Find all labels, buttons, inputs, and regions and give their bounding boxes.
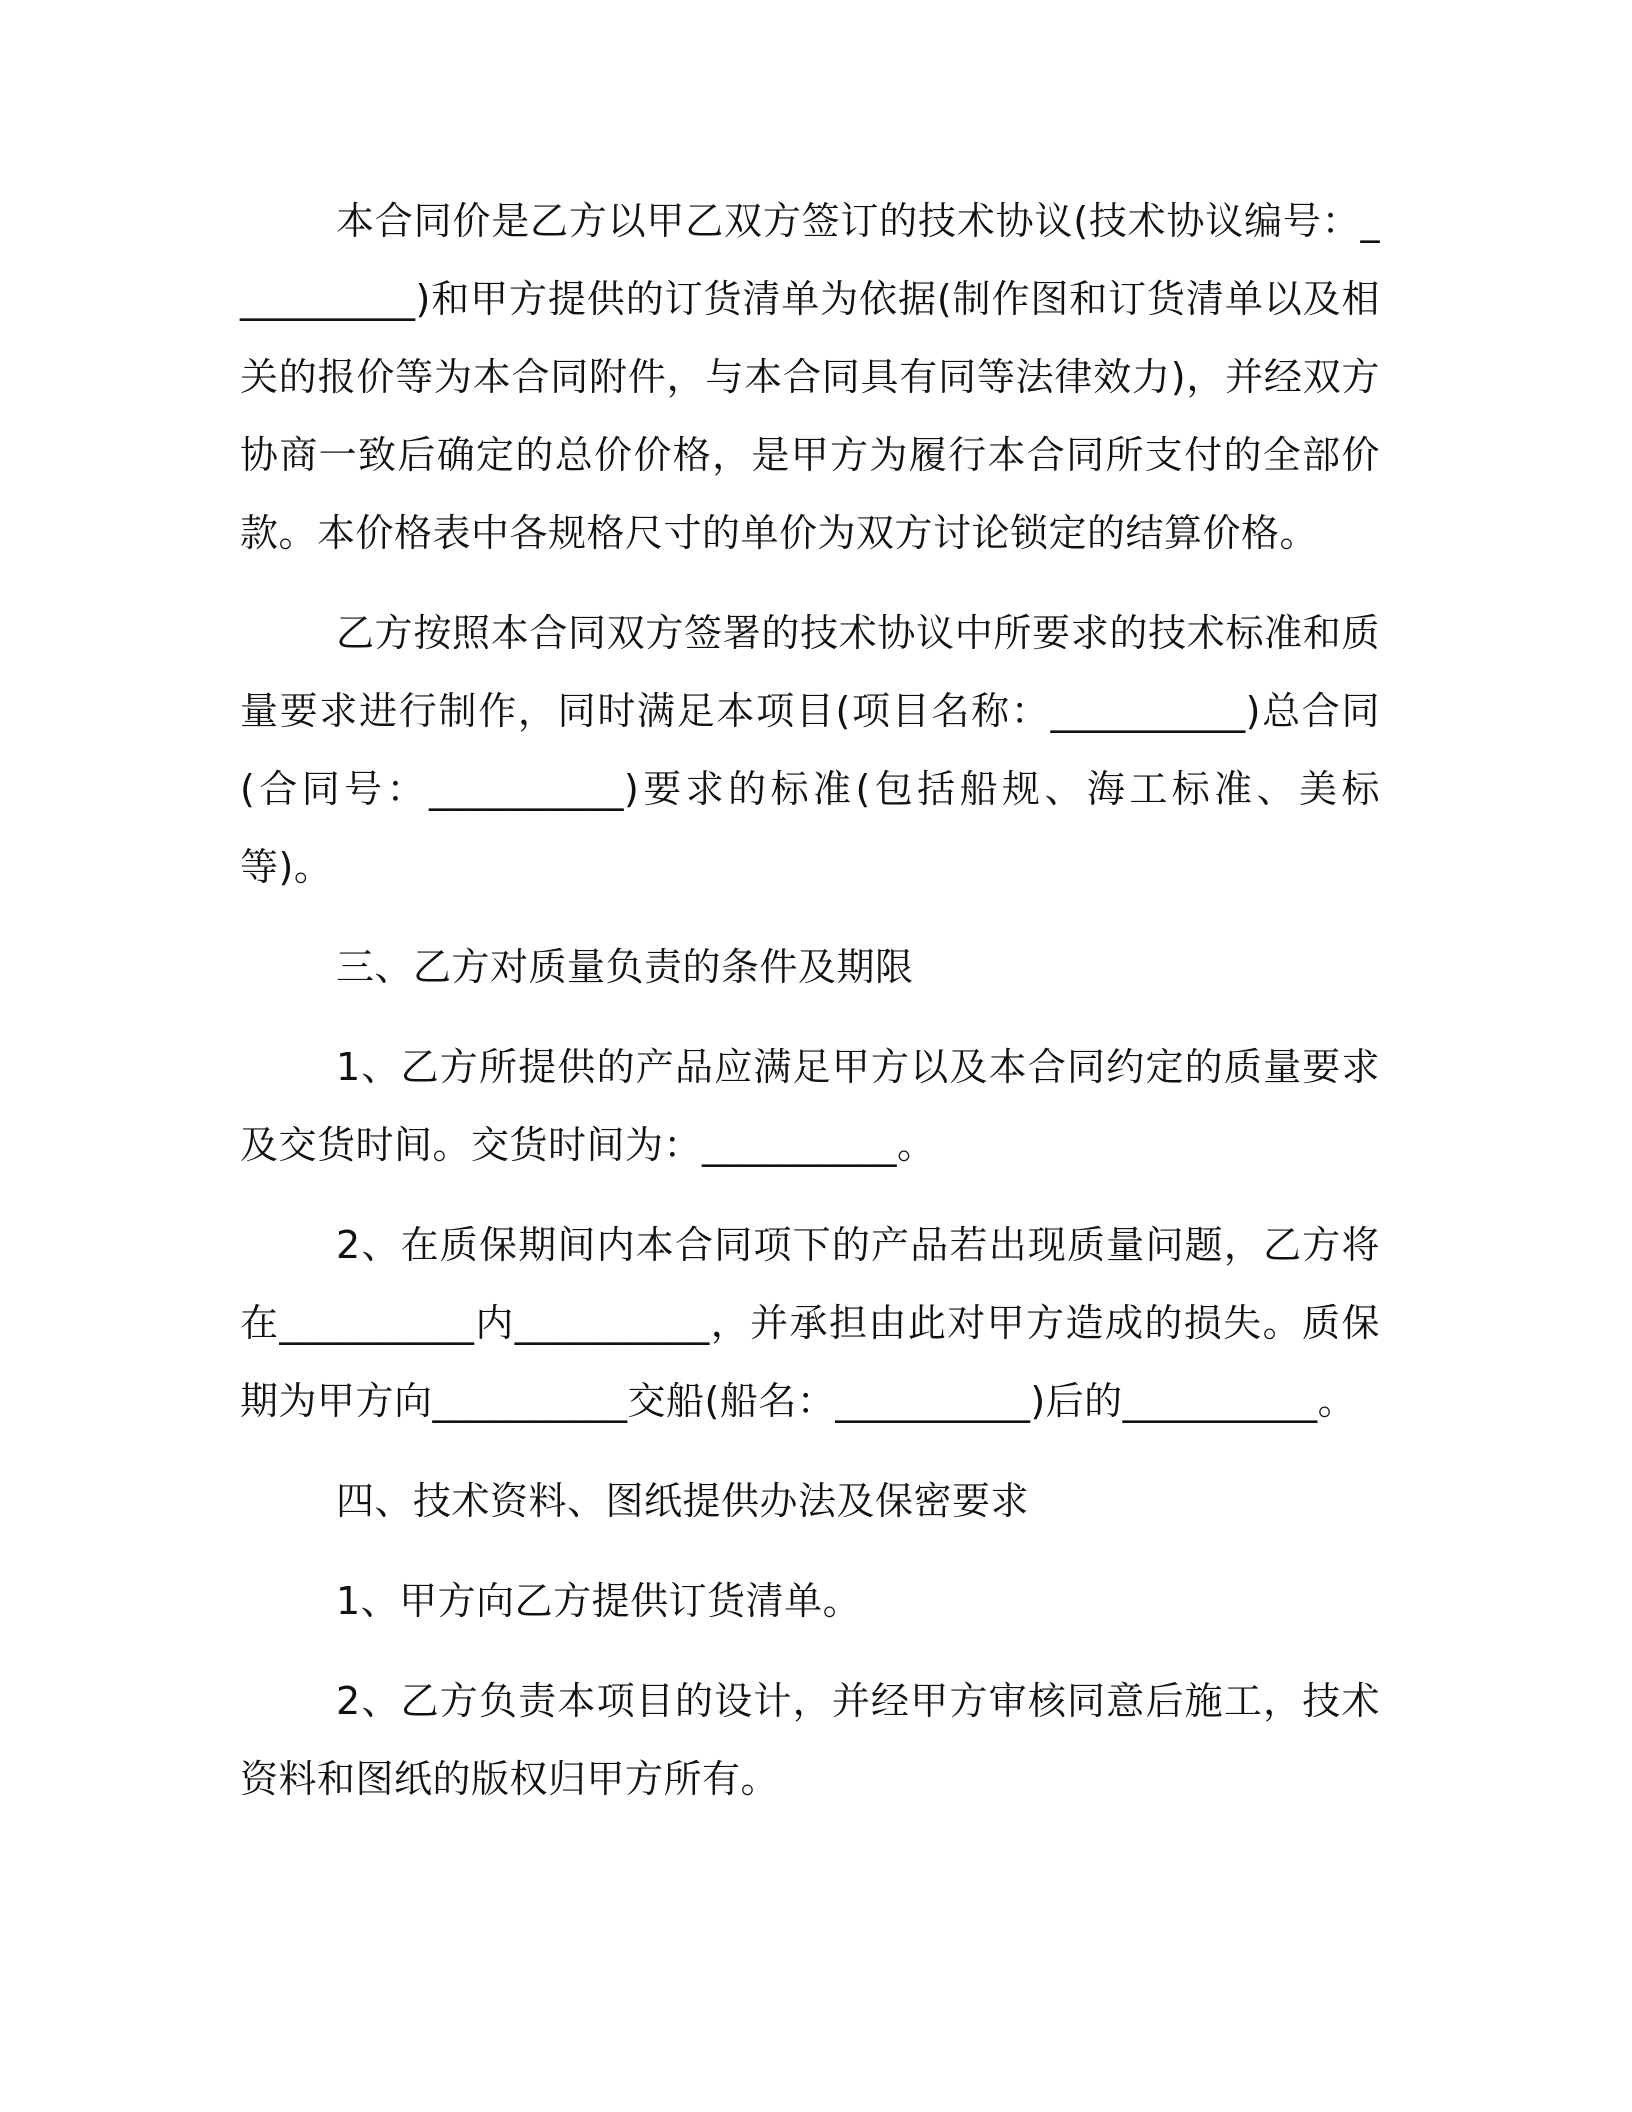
section-heading-technical-documents: 四、技术资料、图纸提供办法及保密要求 (336, 1479, 1030, 1523)
clause-delivery-time: 1、乙方所提供的产品应满足甲方以及本合同约定的质量要求及交货时间。交货时间为：__________。 (240, 1045, 1380, 1167)
section-heading-quality-responsibility: 三、乙方对质量负责的条件及期限 (336, 945, 914, 989)
paragraph-technical-standards: 乙方按照本合同双方签署的技术协议中所要求的技术标准和质量要求进行制作，同时满足本项目(项目名称：__________)总合同(合同号：__________)要求的标准(包括船规、海工标准、美标等)。 (240, 611, 1380, 889)
paragraph-contract-price: 本合同价是乙方以甲乙双方签订的技术协议(技术协议编号：__________)和甲方提供的订货清单为依据(制作图和订货清单以及相关的报价等为本合同附件，与本合同具有同等法律效力)，并经双方协商一致后确定的总价价格，是甲方为履行本合同所支付的全部价款。本价格表中各规格尺寸的单价为双方讨论锁定的结算价格。 (240, 199, 1380, 555)
clause-warranty-period: 2、在质保期间内本合同项下的产品若出现质量问题，乙方将在__________内__________，并承担由此对甲方造成的损失。质保期为甲方向__________交船(船名：__________)后的__________。 (240, 1223, 1380, 1423)
clause-order-list: 1、甲方向乙方提供订货清单。 (336, 1579, 862, 1623)
document-body (240, 182, 1380, 1840)
clause-design-copyright: 2、乙方负责本项目的设计，并经甲方审核同意后施工，技术资料和图纸的版权归甲方所有。 (240, 1679, 1380, 1801)
